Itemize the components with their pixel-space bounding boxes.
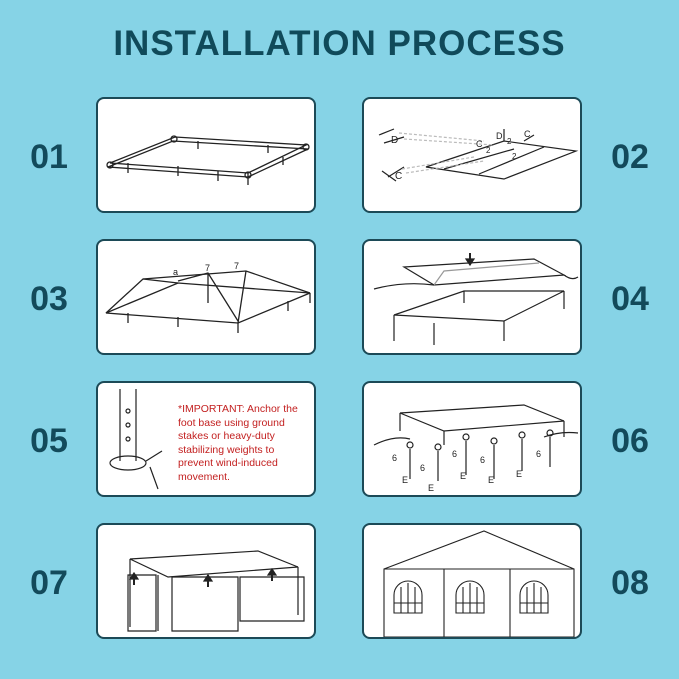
label-e-2: E — [428, 483, 435, 493]
label-e-1: E — [402, 475, 409, 485]
frame-base-assembly-illustration — [98, 99, 314, 211]
label-a: a — [173, 267, 179, 277]
roof-frame-illustration — [106, 271, 310, 333]
label-c-2: C — [476, 139, 483, 149]
step-number-06: 06 — [611, 422, 649, 460]
label-2-3: 2 — [512, 152, 517, 161]
roof-connectors-illustration — [379, 129, 576, 181]
label-2-2: 2 — [507, 137, 512, 146]
label-e-5: E — [516, 469, 523, 479]
label-c-3: C — [524, 129, 531, 139]
label-6-2: 6 — [420, 463, 426, 473]
label-d-2: D — [496, 131, 503, 141]
label-6-3: 6 — [452, 449, 458, 459]
step-panel-04 — [362, 239, 582, 355]
label-6-5: 6 — [536, 449, 542, 459]
step-number-04: 04 — [611, 280, 649, 318]
label-7-2: 7 — [234, 261, 240, 271]
step-panel-02 — [362, 97, 582, 213]
step-panel-07 — [96, 523, 316, 639]
step-number-01: 01 — [30, 138, 68, 176]
step-panel-05 — [96, 381, 316, 497]
step-number-08: 08 — [611, 564, 649, 602]
completed-tent-illustration — [364, 525, 580, 637]
label-e-3: E — [460, 471, 467, 481]
label-d-1: D — [391, 135, 399, 146]
canopy-cover-illustration — [364, 241, 580, 353]
label-c-1: C — [395, 171, 403, 182]
step-panel-06 — [362, 381, 582, 497]
step-number-07: 07 — [30, 564, 68, 602]
step-panel-01 — [96, 97, 316, 213]
step-panel-03 — [96, 239, 316, 355]
raise-legs-illustration — [374, 405, 578, 481]
step-number-03: 03 — [30, 280, 68, 318]
step-number-05: 05 — [30, 422, 68, 460]
label-2-1: 2 — [486, 146, 491, 155]
attach-sidewalls-illustration — [98, 525, 314, 637]
label-6-1: 6 — [392, 453, 398, 463]
step-number-02: 02 — [611, 138, 649, 176]
anchor-warning-note: *IMPORTANT: Anchor the foot base using ground stakes or heavy-duty stabilizing weights to prevent wind-induced movement. — [178, 403, 298, 483]
label-e-4: E — [488, 475, 495, 485]
step-panel-08 — [362, 523, 582, 639]
label-7-1: 7 — [205, 263, 211, 273]
page-title: INSTALLATION PROCESS — [113, 24, 566, 63]
label-6-4: 6 — [480, 455, 486, 465]
